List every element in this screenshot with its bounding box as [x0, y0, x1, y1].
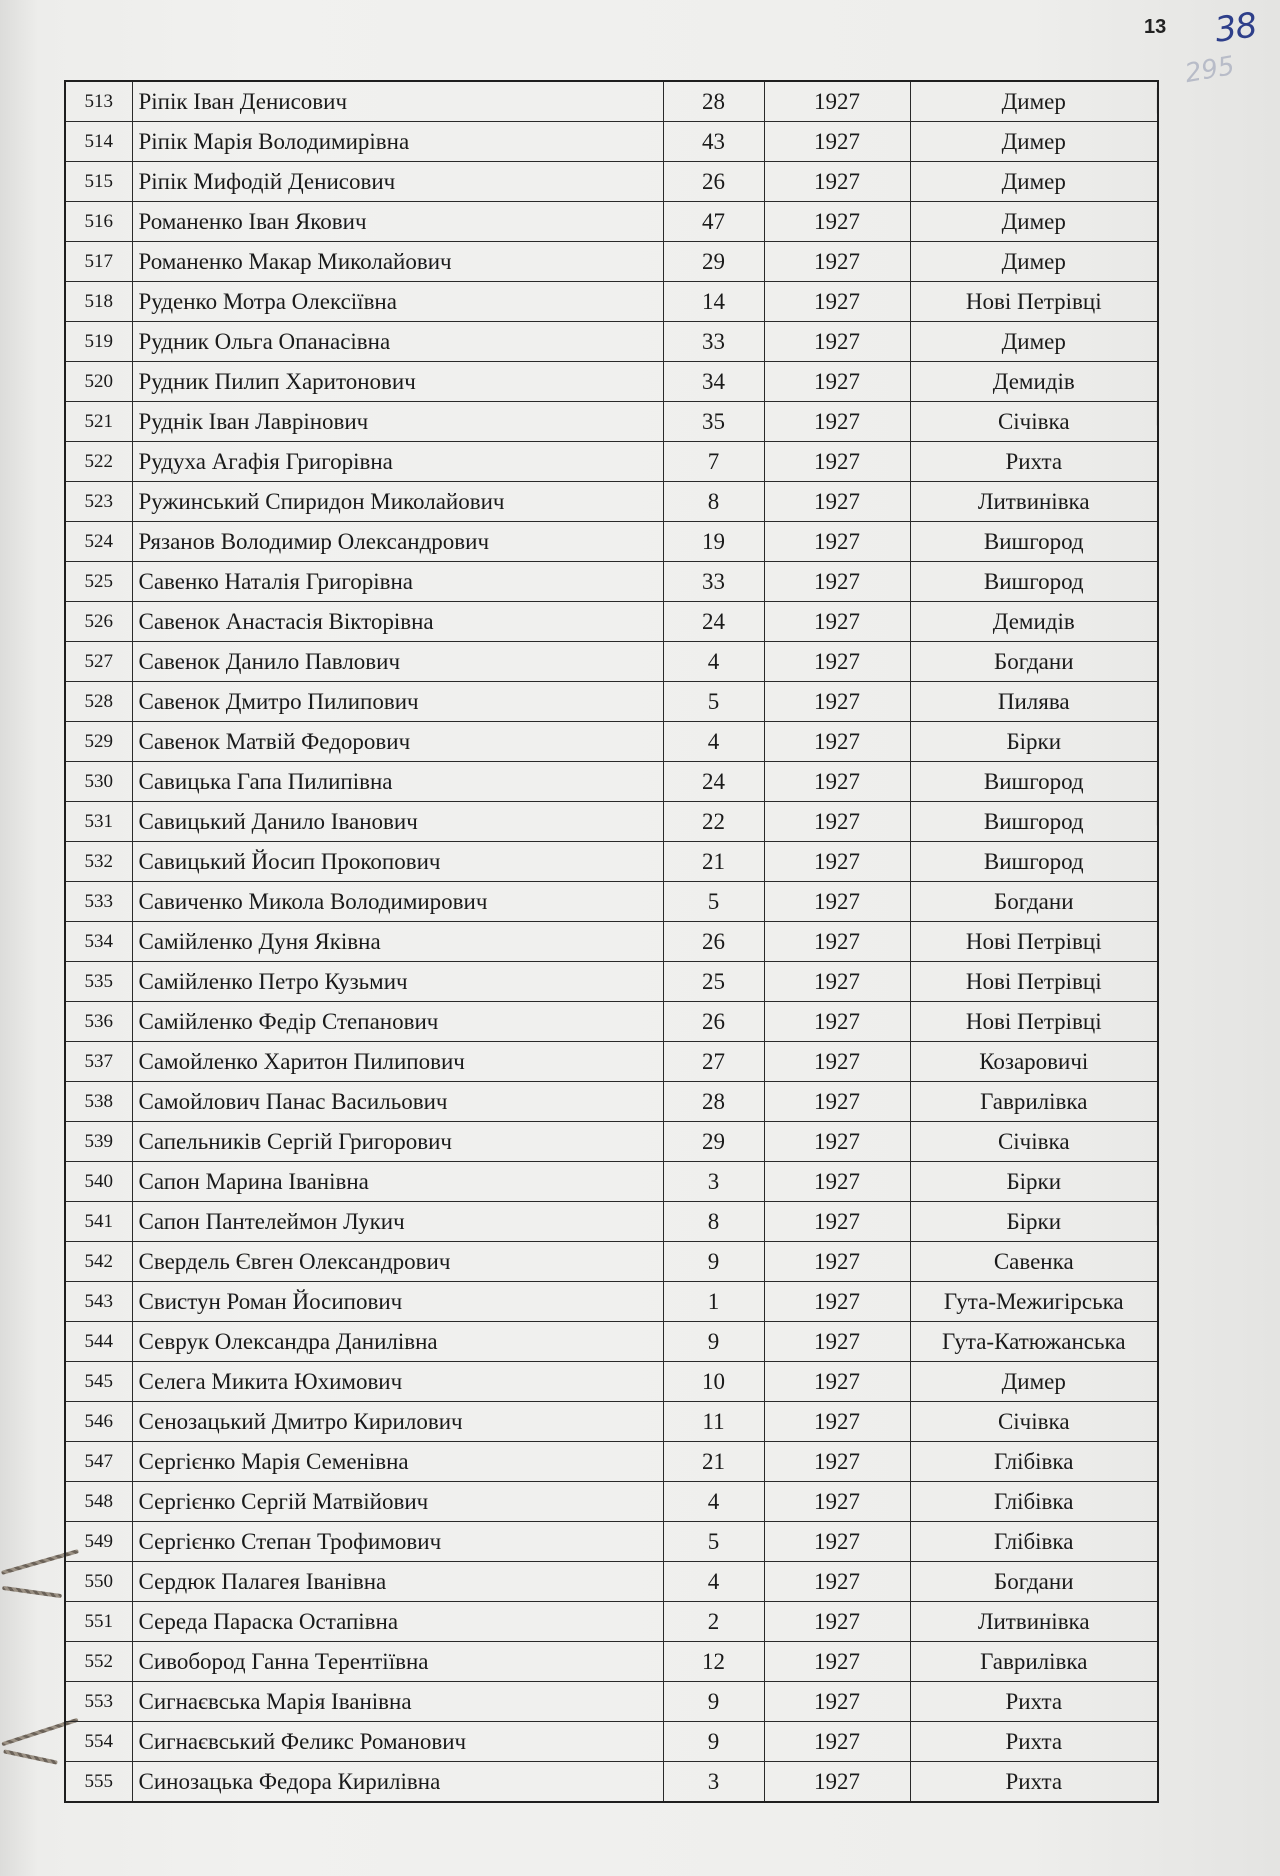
age-cell: 28	[663, 1082, 764, 1122]
village-cell: Бірки	[910, 722, 1158, 762]
age-cell: 8	[663, 482, 764, 522]
year-cell: 1927	[764, 1002, 910, 1042]
village-cell: Литвинівка	[910, 1602, 1158, 1642]
table-row	[65, 922, 1158, 962]
table-row	[65, 1402, 1158, 1442]
village-cell: Демидів	[910, 602, 1158, 642]
row-number-cell: 542	[65, 1242, 132, 1282]
age-cell: 19	[663, 522, 764, 562]
year-cell: 1927	[764, 562, 910, 602]
year-cell: 1927	[764, 802, 910, 842]
row-number-cell: 534	[65, 922, 132, 962]
person-name-cell: Сапон Пантелеймон Лукич	[132, 1202, 663, 1242]
year-cell: 1927	[764, 402, 910, 442]
register-table-body	[65, 81, 1158, 1802]
person-name-cell: Самойленко Харитон Пилипович	[132, 1042, 663, 1082]
table-row	[65, 842, 1158, 882]
year-cell: 1927	[764, 962, 910, 1002]
row-number-cell: 544	[65, 1322, 132, 1362]
row-number-cell: 524	[65, 522, 132, 562]
year-cell: 1927	[764, 362, 910, 402]
row-number-cell: 521	[65, 402, 132, 442]
village-cell: Глібівка	[910, 1442, 1158, 1482]
age-cell: 2	[663, 1602, 764, 1642]
table-row	[65, 1442, 1158, 1482]
row-number-cell: 515	[65, 162, 132, 202]
village-cell: Козаровичі	[910, 1042, 1158, 1082]
age-cell: 21	[663, 1442, 764, 1482]
village-cell: Вишгород	[910, 842, 1158, 882]
year-cell: 1927	[764, 1642, 910, 1682]
age-cell: 29	[663, 1122, 764, 1162]
age-cell: 8	[663, 1202, 764, 1242]
village-cell: Литвинівка	[910, 482, 1158, 522]
age-cell: 33	[663, 562, 764, 602]
row-number-cell: 545	[65, 1362, 132, 1402]
year-cell: 1927	[764, 1042, 910, 1082]
age-cell: 22	[663, 802, 764, 842]
village-cell: Нові Петрівці	[910, 962, 1158, 1002]
person-name-cell: Рудуха Агафія Григорівна	[132, 442, 663, 482]
age-cell: 5	[663, 882, 764, 922]
village-cell: Нові Петрівці	[910, 1002, 1158, 1042]
table-row	[65, 282, 1158, 322]
person-name-cell: Самійленко Петро Кузьмич	[132, 962, 663, 1002]
row-number-cell: 533	[65, 882, 132, 922]
person-name-cell: Савенок Анастасія Вікторівна	[132, 602, 663, 642]
table-row	[65, 642, 1158, 682]
village-cell: Рихта	[910, 1682, 1158, 1722]
age-cell: 25	[663, 962, 764, 1002]
person-name-cell: Савиченко Микола Володимирович	[132, 882, 663, 922]
person-name-cell: Ріпік Марія Володимирівна	[132, 122, 663, 162]
age-cell: 24	[663, 762, 764, 802]
table-row	[65, 682, 1158, 722]
year-cell: 1927	[764, 642, 910, 682]
row-number-cell: 546	[65, 1402, 132, 1442]
person-name-cell: Свердель Євген Олександрович	[132, 1242, 663, 1282]
table-row	[65, 1762, 1158, 1803]
person-name-cell: Савенок Данило Павлович	[132, 642, 663, 682]
year-cell: 1927	[764, 1482, 910, 1522]
age-cell: 9	[663, 1682, 764, 1722]
table-row	[65, 322, 1158, 362]
village-cell: Димер	[910, 81, 1158, 122]
table-row	[65, 1642, 1158, 1682]
row-number-cell: 517	[65, 242, 132, 282]
table-row	[65, 1282, 1158, 1322]
village-cell: Бірки	[910, 1202, 1158, 1242]
year-cell: 1927	[764, 882, 910, 922]
age-cell: 33	[663, 322, 764, 362]
age-cell: 11	[663, 1402, 764, 1442]
row-number-cell: 522	[65, 442, 132, 482]
village-cell: Вишгород	[910, 522, 1158, 562]
table-row	[65, 81, 1158, 122]
age-cell: 43	[663, 122, 764, 162]
year-cell: 1927	[764, 482, 910, 522]
village-cell: Богдани	[910, 882, 1158, 922]
row-number-cell: 551	[65, 1602, 132, 1642]
archive-folio-number: 38	[1212, 5, 1259, 51]
year-cell: 1927	[764, 682, 910, 722]
year-cell: 1927	[764, 1122, 910, 1162]
row-number-cell: 513	[65, 81, 132, 122]
row-number-cell: 538	[65, 1082, 132, 1122]
year-cell: 1927	[764, 922, 910, 962]
village-cell: Вишгород	[910, 802, 1158, 842]
table-row	[65, 442, 1158, 482]
age-cell: 4	[663, 1482, 764, 1522]
row-number-cell: 543	[65, 1282, 132, 1322]
person-name-cell: Савицький Йосип Прокопович	[132, 842, 663, 882]
table-row	[65, 242, 1158, 282]
table-row	[65, 1122, 1158, 1162]
year-cell: 1927	[764, 1282, 910, 1322]
year-cell: 1927	[764, 282, 910, 322]
village-cell: Рихта	[910, 1722, 1158, 1762]
village-cell: Димер	[910, 1362, 1158, 1402]
row-number-cell: 548	[65, 1482, 132, 1522]
age-cell: 4	[663, 722, 764, 762]
village-cell: Гаврилівка	[910, 1082, 1158, 1122]
village-cell: Димер	[910, 322, 1158, 362]
age-cell: 28	[663, 81, 764, 122]
age-cell: 35	[663, 402, 764, 442]
person-name-cell: Савенок Матвій Федорович	[132, 722, 663, 762]
age-cell: 47	[663, 202, 764, 242]
year-cell: 1927	[764, 602, 910, 642]
row-number-cell: 535	[65, 962, 132, 1002]
year-cell: 1927	[764, 1762, 910, 1803]
row-number-cell: 539	[65, 1122, 132, 1162]
person-name-cell: Свистун Роман Йосипович	[132, 1282, 663, 1322]
age-cell: 3	[663, 1162, 764, 1202]
row-number-cell: 553	[65, 1682, 132, 1722]
row-number-cell: 516	[65, 202, 132, 242]
row-number-cell: 530	[65, 762, 132, 802]
person-name-cell: Сердюк Палагея Іванівна	[132, 1562, 663, 1602]
village-cell: Савенка	[910, 1242, 1158, 1282]
archive-mark: 295	[1182, 50, 1237, 90]
person-name-cell: Самійленко Дуня Яківна	[132, 922, 663, 962]
year-cell: 1927	[764, 162, 910, 202]
person-name-cell: Сигнаєвська Марія Іванівна	[132, 1682, 663, 1722]
year-cell: 1927	[764, 322, 910, 362]
year-cell: 1927	[764, 1242, 910, 1282]
person-name-cell: Сапельників Сергій Григорович	[132, 1122, 663, 1162]
table-row	[65, 1362, 1158, 1402]
person-name-cell: Сивобород Ганна Терентіївна	[132, 1642, 663, 1682]
age-cell: 26	[663, 162, 764, 202]
person-name-cell: Савицька Гапа Пилипівна	[132, 762, 663, 802]
row-number-cell: 526	[65, 602, 132, 642]
row-number-cell: 555	[65, 1762, 132, 1803]
village-cell: Димер	[910, 122, 1158, 162]
table-row	[65, 1722, 1158, 1762]
table-row	[65, 482, 1158, 522]
row-number-cell: 523	[65, 482, 132, 522]
village-cell: Рихта	[910, 1762, 1158, 1803]
village-cell: Димер	[910, 162, 1158, 202]
row-number-cell: 527	[65, 642, 132, 682]
table-row	[65, 802, 1158, 842]
table-row	[65, 1242, 1158, 1282]
year-cell: 1927	[764, 1322, 910, 1362]
person-name-cell: Селега Микита Юхимович	[132, 1362, 663, 1402]
row-number-cell: 549	[65, 1522, 132, 1562]
row-number-cell: 540	[65, 1162, 132, 1202]
table-row	[65, 1082, 1158, 1122]
village-cell: Глібівка	[910, 1522, 1158, 1562]
table-row	[65, 1042, 1158, 1082]
row-number-cell: 518	[65, 282, 132, 322]
year-cell: 1927	[764, 1402, 910, 1442]
year-cell: 1927	[764, 81, 910, 122]
person-name-cell: Середа Параска Остапівна	[132, 1602, 663, 1642]
year-cell: 1927	[764, 202, 910, 242]
year-cell: 1927	[764, 1682, 910, 1722]
person-name-cell: Самійленко Федір Степанович	[132, 1002, 663, 1042]
village-cell: Димер	[910, 242, 1158, 282]
village-cell: Богдани	[910, 1562, 1158, 1602]
year-cell: 1927	[764, 442, 910, 482]
year-cell: 1927	[764, 522, 910, 562]
bleed-through-decoration: │	[1150, 88, 1165, 112]
person-name-cell: Савенко Наталія Григорівна	[132, 562, 663, 602]
village-cell: Глібівка	[910, 1482, 1158, 1522]
age-cell: 21	[663, 842, 764, 882]
table-row	[65, 1162, 1158, 1202]
age-cell: 12	[663, 1642, 764, 1682]
table-row	[65, 122, 1158, 162]
person-name-cell: Сергієнко Степан Трофимович	[132, 1522, 663, 1562]
person-name-cell: Самойлович Панас Васильович	[132, 1082, 663, 1122]
row-number-cell: 520	[65, 362, 132, 402]
person-name-cell: Романенко Макар Миколайович	[132, 242, 663, 282]
age-cell: 5	[663, 682, 764, 722]
person-name-cell: Ріпік Іван Денисович	[132, 81, 663, 122]
village-cell: Вишгород	[910, 562, 1158, 602]
bleed-through-decoration: │	[1150, 400, 1165, 424]
year-cell: 1927	[764, 1442, 910, 1482]
person-name-cell: Романенко Іван Якович	[132, 202, 663, 242]
village-cell: Січівка	[910, 1402, 1158, 1442]
page-number: 13	[1144, 16, 1167, 38]
binding-string	[2, 1586, 62, 1598]
age-cell: 3	[663, 1762, 764, 1803]
village-cell: Січівка	[910, 1122, 1158, 1162]
table-row	[65, 362, 1158, 402]
person-name-cell: Рязанов Володимир Олександрович	[132, 522, 663, 562]
binding-string	[3, 1749, 58, 1764]
person-name-cell: Савенок Дмитро Пилипович	[132, 682, 663, 722]
table-row	[65, 162, 1158, 202]
person-name-cell: Синозацька Федора Кирилівна	[132, 1762, 663, 1803]
person-name-cell: Ружинський Спиридон Миколайович	[132, 482, 663, 522]
row-number-cell: 528	[65, 682, 132, 722]
year-cell: 1927	[764, 1202, 910, 1242]
bleed-through-decoration: │	[1150, 1200, 1165, 1224]
table-row	[65, 1002, 1158, 1042]
row-number-cell: 536	[65, 1002, 132, 1042]
table-row	[65, 1682, 1158, 1722]
person-name-cell: Сергієнко Сергій Матвійович	[132, 1482, 663, 1522]
year-cell: 1927	[764, 1602, 910, 1642]
village-cell: Богдани	[910, 642, 1158, 682]
village-cell: Демидів	[910, 362, 1158, 402]
table-row	[65, 882, 1158, 922]
year-cell: 1927	[764, 1522, 910, 1562]
table-row	[65, 1522, 1158, 1562]
person-name-cell: Сапон Марина Іванівна	[132, 1162, 663, 1202]
table-row	[65, 962, 1158, 1002]
age-cell: 9	[663, 1322, 764, 1362]
table-row	[65, 1562, 1158, 1602]
year-cell: 1927	[764, 762, 910, 802]
person-name-cell: Руденко Мотра Олексіївна	[132, 282, 663, 322]
age-cell: 29	[663, 242, 764, 282]
bleed-through-decoration: │	[1150, 800, 1165, 824]
age-cell: 4	[663, 642, 764, 682]
row-number-cell: 529	[65, 722, 132, 762]
village-cell: Пилява	[910, 682, 1158, 722]
age-cell: 14	[663, 282, 764, 322]
age-cell: 9	[663, 1242, 764, 1282]
village-cell: Димер	[910, 202, 1158, 242]
village-cell: Нові Петрівці	[910, 922, 1158, 962]
village-cell: Бірки	[910, 1162, 1158, 1202]
row-number-cell: 525	[65, 562, 132, 602]
row-number-cell: 537	[65, 1042, 132, 1082]
row-number-cell: 554	[65, 1722, 132, 1762]
table-row	[65, 1322, 1158, 1362]
register-table-container	[64, 80, 1157, 1800]
person-name-cell: Сигнаєвський Феликс Романович	[132, 1722, 663, 1762]
village-cell: Гута-Катюжанська	[910, 1322, 1158, 1362]
village-cell: Січівка	[910, 402, 1158, 442]
year-cell: 1927	[764, 722, 910, 762]
age-cell: 4	[663, 1562, 764, 1602]
row-number-cell: 552	[65, 1642, 132, 1682]
row-number-cell: 531	[65, 802, 132, 842]
table-row	[65, 402, 1158, 442]
age-cell: 26	[663, 1002, 764, 1042]
village-cell: Гаврилівка	[910, 1642, 1158, 1682]
village-cell: Гута-Межигірська	[910, 1282, 1158, 1322]
row-number-cell: 547	[65, 1442, 132, 1482]
row-number-cell: 519	[65, 322, 132, 362]
person-name-cell: Рудник Пилип Харитонович	[132, 362, 663, 402]
person-name-cell: Рудник Ольга Опанасівна	[132, 322, 663, 362]
age-cell: 7	[663, 442, 764, 482]
person-name-cell: Сенозацький Дмитро Кирилович	[132, 1402, 663, 1442]
age-cell: 24	[663, 602, 764, 642]
year-cell: 1927	[764, 242, 910, 282]
year-cell: 1927	[764, 1162, 910, 1202]
year-cell: 1927	[764, 1722, 910, 1762]
person-name-cell: Ріпік Мифодій Денисович	[132, 162, 663, 202]
year-cell: 1927	[764, 1082, 910, 1122]
age-cell: 9	[663, 1722, 764, 1762]
person-name-cell: Севрук Олександра Данилівна	[132, 1322, 663, 1362]
age-cell: 5	[663, 1522, 764, 1562]
table-row	[65, 1482, 1158, 1522]
register-table	[64, 80, 1159, 1803]
row-number-cell: 550	[65, 1562, 132, 1602]
age-cell: 1	[663, 1282, 764, 1322]
age-cell: 27	[663, 1042, 764, 1082]
row-number-cell: 532	[65, 842, 132, 882]
age-cell: 10	[663, 1362, 764, 1402]
table-row	[65, 722, 1158, 762]
table-row	[65, 762, 1158, 802]
year-cell: 1927	[764, 842, 910, 882]
person-name-cell: Савицький Данило Іванович	[132, 802, 663, 842]
row-number-cell: 541	[65, 1202, 132, 1242]
year-cell: 1927	[764, 1562, 910, 1602]
village-cell: Рихта	[910, 442, 1158, 482]
row-number-cell: 514	[65, 122, 132, 162]
table-row	[65, 1202, 1158, 1242]
table-row	[65, 602, 1158, 642]
person-name-cell: Руднік Іван Лаврінович	[132, 402, 663, 442]
village-cell: Нові Петрівці	[910, 282, 1158, 322]
table-row	[65, 562, 1158, 602]
person-name-cell: Сергієнко Марія Семенівна	[132, 1442, 663, 1482]
year-cell: 1927	[764, 122, 910, 162]
year-cell: 1927	[764, 1362, 910, 1402]
village-cell: Вишгород	[910, 762, 1158, 802]
age-cell: 26	[663, 922, 764, 962]
table-row	[65, 1602, 1158, 1642]
table-row	[65, 202, 1158, 242]
table-row	[65, 522, 1158, 562]
age-cell: 34	[663, 362, 764, 402]
